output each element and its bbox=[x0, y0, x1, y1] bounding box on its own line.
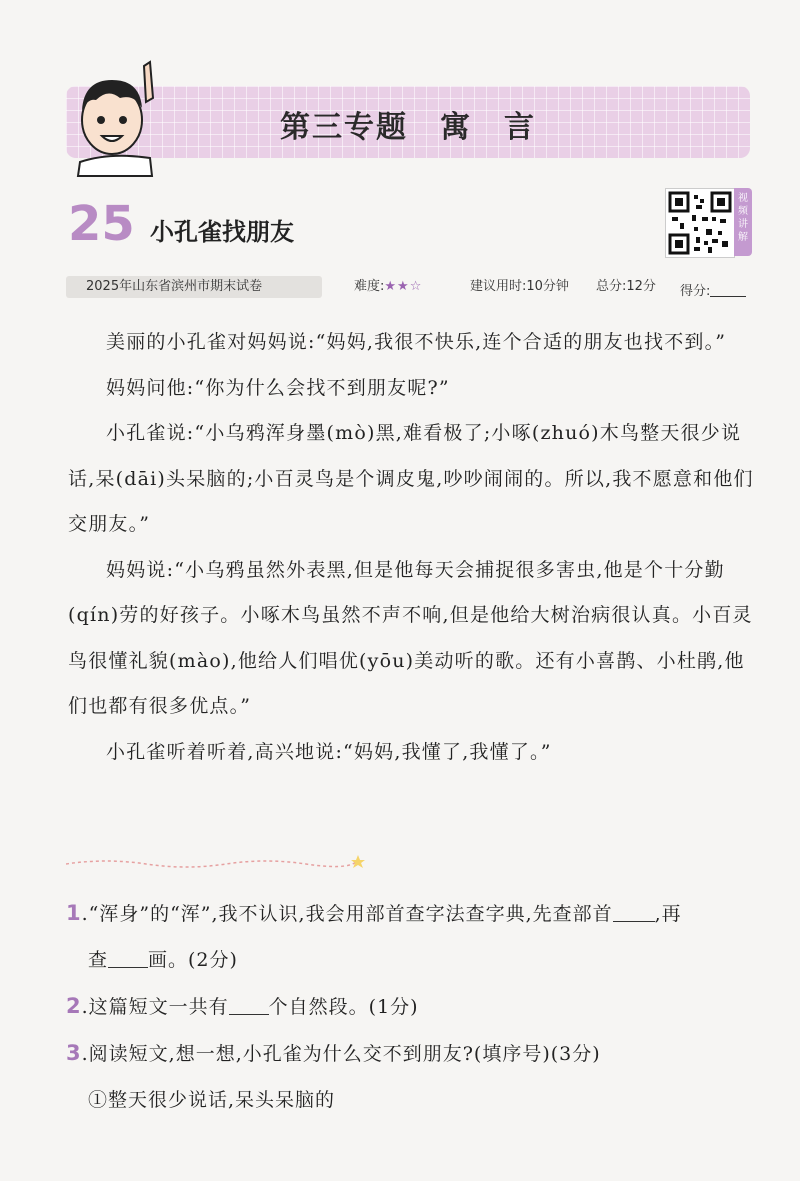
answer-blank-radical[interactable] bbox=[613, 901, 655, 922]
paragraph: 小孔雀听着听着,高兴地说:“妈妈,我懂了,我懂了。” bbox=[106, 740, 552, 763]
question-2 bbox=[66, 983, 756, 1030]
score-label: 得分: bbox=[680, 284, 711, 299]
paragraph: 妈妈说:“小乌鸦虽然外表黑,但是他每天会捕捉很多害虫,他是个十分勤(qín)劳的好孩子。小啄木鸟虽然不声不响,但是他给大树治病很认真。小百灵鸟很懂礼貌(mào),他给人们唱优(yōu)美动听的歌。还有小喜鹊、小杜鹃,他们也都有很多优点。” bbox=[68, 558, 753, 717]
question-text: .阅读短文,想一想,小孔雀为什么交不到朋友?(填序号)(3分) bbox=[81, 1043, 601, 1065]
paragraph: 妈妈问他:“你为什么会找不到朋友呢?” bbox=[106, 376, 450, 399]
question-number: 2 bbox=[66, 994, 82, 1018]
paragraph: 小孔雀说:“小乌鸦浑身墨(mò)黑,难看极了;小啄(zhuó)木鸟整天很少说话,呆(dāi)头呆脑的;小百灵鸟是个调皮鬼,吵吵闹闹的。所以,我不愿意和他们交朋友。” bbox=[68, 422, 754, 535]
score-blank[interactable] bbox=[710, 276, 746, 297]
difficulty-label: 难度: bbox=[354, 279, 385, 294]
lesson-title: 小孔雀找朋友 bbox=[150, 218, 294, 246]
question-text: .这篇短文一共有 bbox=[81, 996, 229, 1018]
question-text: 查 bbox=[88, 949, 109, 971]
lesson-number: 25 bbox=[68, 196, 135, 252]
exam-source: 2025年山东省滨州市期末试卷 bbox=[66, 276, 322, 298]
questions bbox=[66, 890, 756, 1123]
question-text: ,再 bbox=[654, 903, 682, 925]
suggested-time: 建议用时:10分钟 bbox=[470, 279, 569, 294]
info-bar bbox=[66, 272, 756, 302]
question-number: 3 bbox=[66, 1041, 82, 1065]
video-tag: 视频讲解 bbox=[734, 188, 752, 256]
section-title: 第三专题 寓 言 bbox=[280, 110, 536, 145]
answer-blank-paragraphs[interactable] bbox=[229, 994, 269, 1015]
paragraph: 美丽的小孔雀对妈妈说:“妈妈,我很不快乐,连个合适的朋友也找不到。” bbox=[106, 331, 727, 353]
qr-code-icon[interactable] bbox=[665, 188, 735, 258]
answer-blank-strokes[interactable] bbox=[108, 947, 148, 968]
difficulty-stars: ★★☆ bbox=[384, 279, 423, 294]
answer-option-1[interactable]: ①整天很少说话,呆头呆脑的 bbox=[88, 1089, 336, 1111]
question-text: 个自然段。(1分) bbox=[268, 996, 419, 1018]
question-3 bbox=[66, 1030, 756, 1077]
difficulty bbox=[354, 276, 422, 298]
passage bbox=[68, 320, 754, 775]
question-1 bbox=[66, 890, 756, 937]
star-icon bbox=[351, 855, 365, 868]
question-text: .“浑身”的“浑”,我不认识,我会用部首查字法查字典,先查部首 bbox=[81, 903, 613, 925]
decorative-divider bbox=[66, 852, 366, 872]
question-1-continued bbox=[66, 937, 756, 983]
boy-mascot-icon bbox=[60, 58, 170, 178]
score-field[interactable] bbox=[680, 276, 746, 303]
question-text: 画。(2分) bbox=[148, 949, 238, 971]
question-number: 1 bbox=[66, 901, 82, 925]
total-score: 总分:12分 bbox=[596, 279, 656, 294]
